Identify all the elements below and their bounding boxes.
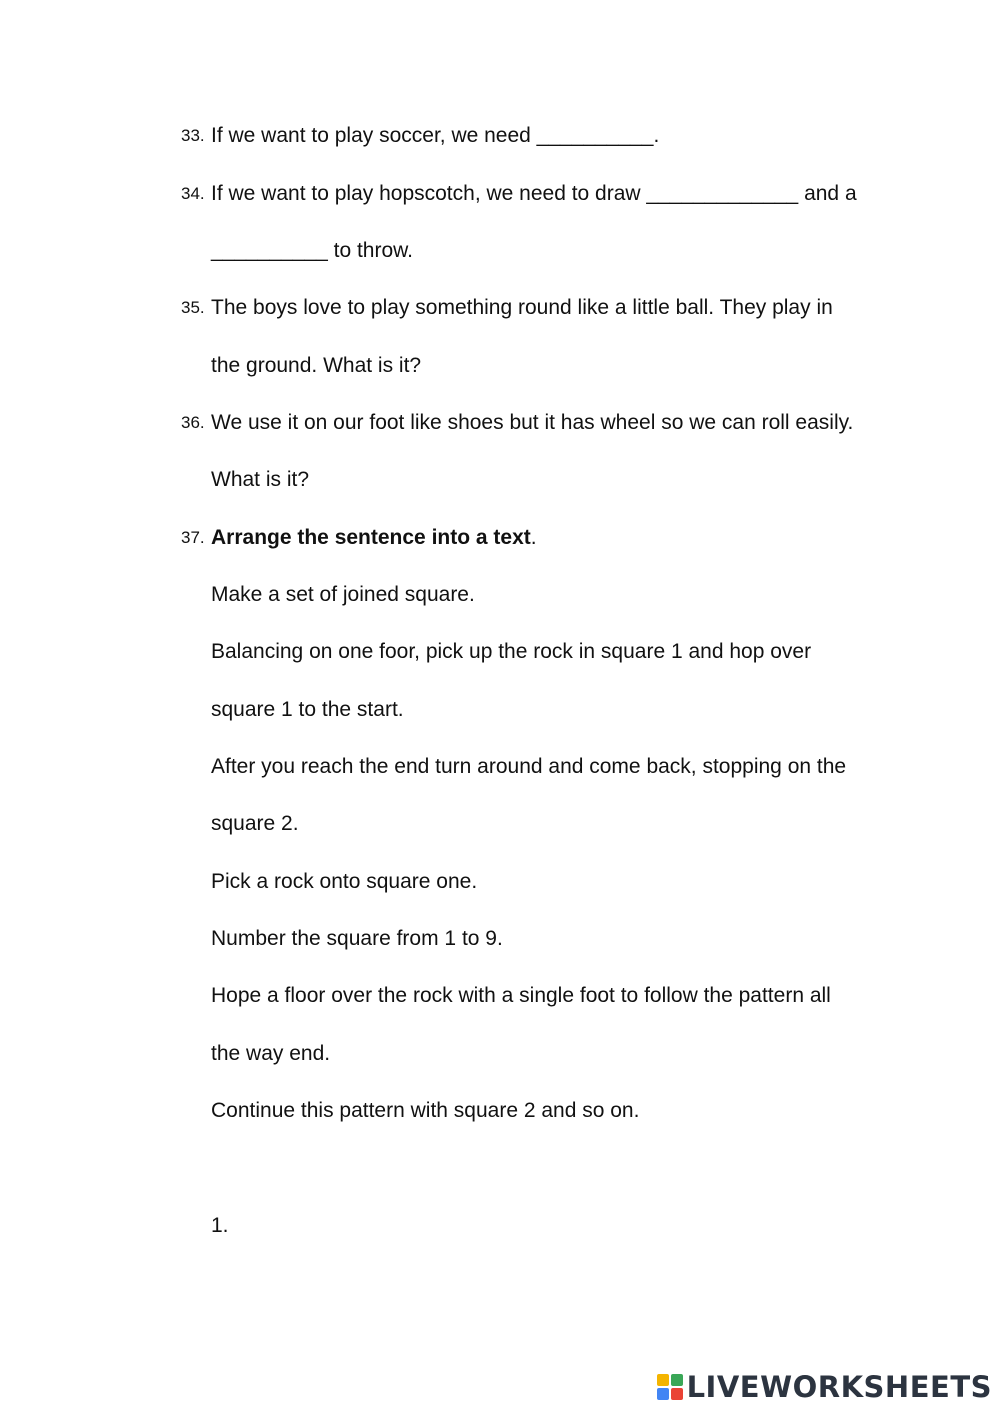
liveworksheets-logo (657, 1367, 992, 1407)
sentence-line: After you reach the end turn around and come back, stopping on the (211, 755, 847, 778)
sentence-line: Hope a floor over the rock with a single foot to follow the pattern all (211, 984, 831, 1007)
logo-square (657, 1374, 669, 1386)
question-number-37: 37. (181, 528, 205, 547)
question-number-36: 36. (181, 413, 205, 432)
sentence-line: Continue this pattern with square 2 and so on. (211, 1099, 640, 1122)
question-36-text-line-1: We use it on our foot like shoes but it has wheel so we can roll easily. (211, 411, 854, 434)
liveworksheets-logo-text: LIVEWORKSHEETS (686, 1370, 992, 1404)
question-34-text-line-1: If we want to play hopscotch, we need to draw _____________ and a (211, 182, 857, 205)
sentence-line: Make a set of joined square. (211, 583, 475, 606)
question-number-33: 33. (181, 126, 205, 145)
sentence-line: the way end. (211, 1042, 331, 1065)
answer-item-1-label: 1. (211, 1214, 229, 1237)
sentence-line: square 1 to the start. (211, 698, 404, 721)
question-36-text-line-2: What is it? (211, 468, 310, 491)
logo-square (671, 1374, 683, 1386)
question-37-title-bold: Arrange the sentence into a text (211, 526, 531, 549)
question-37-title (211, 524, 537, 552)
sentence-line: Number the square from 1 to 9. (211, 927, 503, 950)
liveworksheets-logo-icon (657, 1374, 683, 1400)
sentence-line: square 2. (211, 812, 299, 835)
sentence-line: Pick a rock onto square one. (211, 870, 478, 893)
question-33-text: If we want to play soccer, we need __________. (211, 124, 660, 147)
logo-square (671, 1388, 683, 1400)
question-34-text-line-2: __________ to throw. (211, 239, 414, 262)
question-number-35: 35. (181, 298, 205, 317)
question-35-text-line-2: the ground. What is it? (211, 354, 422, 377)
logo-square (657, 1388, 669, 1400)
question-35-text-line-1: The boys love to play something round like a little ball. They play in (211, 296, 833, 319)
question-number-34: 34. (181, 184, 205, 203)
question-37-title-tail: . (530, 526, 537, 549)
sentence-line: Balancing on one foor, pick up the rock in square 1 and hop over (211, 640, 812, 663)
